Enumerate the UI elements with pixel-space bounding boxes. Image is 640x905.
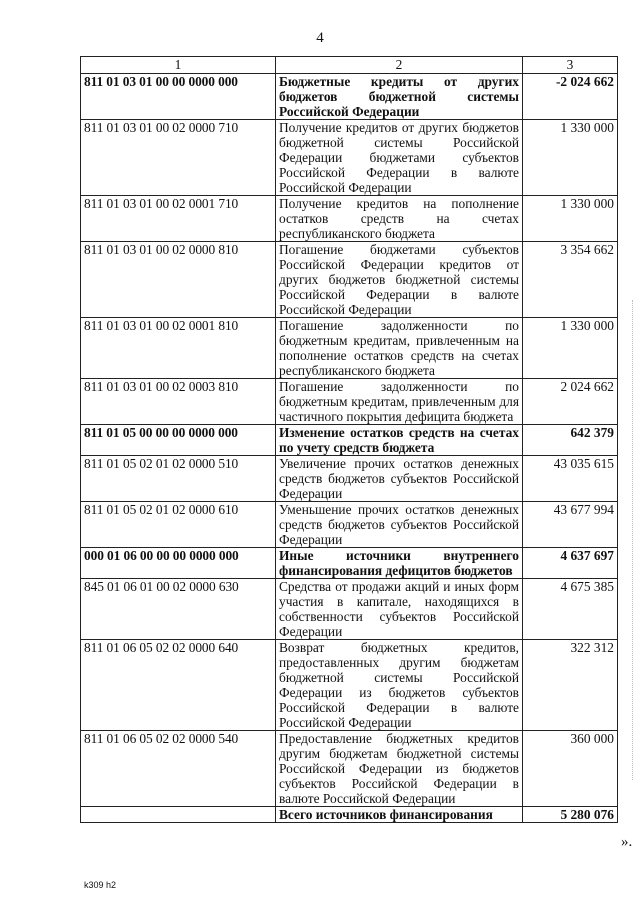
amount-cell: 3 354 662 <box>523 242 618 318</box>
amount-cell: 1 330 000 <box>523 120 618 196</box>
budget-code-cell: 811 01 03 01 00 02 0003 810 <box>81 379 276 425</box>
amount-cell: 1 330 000 <box>523 196 618 242</box>
source-name-cell: Погашение бюджетами субъектов Российской Федерации кредитов от других бюджетов бюджетной системы Российской Федерации в валюте Российской Федерации <box>276 242 523 318</box>
table-row <box>81 579 618 640</box>
table-row <box>81 120 618 196</box>
amount-cell: 1 330 000 <box>523 318 618 379</box>
table-row <box>81 318 618 379</box>
total-row <box>81 807 618 823</box>
table-row <box>81 548 618 579</box>
column-header-1: 1 <box>81 57 276 74</box>
total-code-cell <box>81 807 276 823</box>
source-name-cell: Изменение остатков средств на счетах по учету средств бюджета <box>276 425 523 456</box>
table-row <box>81 379 618 425</box>
amount-cell: 43 035 615 <box>523 456 618 502</box>
source-name-cell: Погашение задолженности по бюджетным кредитам, привлеченным для частичного покрытия дефицита бюджета <box>276 379 523 425</box>
source-name-cell: Получение кредитов на пополнение остатков средств на счетах республиканского бюджета <box>276 196 523 242</box>
column-header-2: 2 <box>276 57 523 74</box>
budget-code-cell: 811 01 03 01 00 02 0001 810 <box>81 318 276 379</box>
budget-code-cell: 000 01 06 00 00 00 0000 000 <box>81 548 276 579</box>
footer-document-code: k309 h2 <box>84 880 117 890</box>
table-row <box>81 242 618 318</box>
closing-quote-mark: ». <box>621 834 633 850</box>
budget-code-cell: 811 01 05 02 01 02 0000 510 <box>81 456 276 502</box>
table-header-row <box>81 57 618 74</box>
total-label-cell: Всего источников финансирования <box>276 807 523 823</box>
budget-code-cell: 811 01 03 01 00 00 0000 000 <box>81 74 276 120</box>
budget-code-cell: 811 01 03 01 00 02 0001 710 <box>81 196 276 242</box>
source-name-cell: Погашение задолженности по бюджетным кредитам, привлеченным на пополнение остатков средств на счетах республиканского бюджета <box>276 318 523 379</box>
table-row <box>81 502 618 548</box>
source-name-cell: Предоставление бюджетных кредитов другим бюджетам бюджетной системы Российской Федерации из бюджетов субъектов Российской Федерации в валюте Российской Федерации <box>276 731 523 807</box>
source-name-cell: Возврат бюджетных кредитов, предоставленных другим бюджетам бюджетной системы Российской Федерации из бюджетов субъектов Российской Федерации в валюте Российской Федерации <box>276 640 523 731</box>
source-name-cell: Средства от продажи акций и иных форм участия в капитале, находящихся в собственности субъектов Российской Федерации <box>276 579 523 640</box>
amount-cell: 4 637 697 <box>523 548 618 579</box>
amount-cell: 4 675 385 <box>523 579 618 640</box>
amount-cell: 322 312 <box>523 640 618 731</box>
budget-code-cell: 811 01 05 02 01 02 0000 610 <box>81 502 276 548</box>
table-body <box>81 74 618 823</box>
amount-cell: 642 379 <box>523 425 618 456</box>
financing-sources-table <box>80 56 618 823</box>
budget-code-cell: 811 01 06 05 02 02 0000 540 <box>81 731 276 807</box>
table-row <box>81 74 618 120</box>
page-number: 4 <box>316 30 324 46</box>
table-row <box>81 731 618 807</box>
source-name-cell: Бюджетные кредиты от других бюджетов бюджетной системы Российской Федерации <box>276 74 523 120</box>
column-header-3: 3 <box>523 57 618 74</box>
budget-code-cell: 845 01 06 01 00 02 0000 630 <box>81 579 276 640</box>
source-name-cell: Иные источники внутреннего финансирования дефицитов бюджетов <box>276 548 523 579</box>
total-amount-cell: 5 280 076 <box>523 807 618 823</box>
budget-code-cell: 811 01 03 01 00 02 0000 710 <box>81 120 276 196</box>
budget-code-cell: 811 01 03 01 00 02 0000 810 <box>81 242 276 318</box>
source-name-cell: Увеличение прочих остатков денежных средств бюджетов субъектов Российской Федерации <box>276 456 523 502</box>
source-name-cell: Уменьшение прочих остатков денежных средств бюджетов субъектов Российской Федерации <box>276 502 523 548</box>
source-name-cell: Получение кредитов от других бюджетов бюджетной системы Российской Федерации бюджетами субъектов Российской Федерации в валюте Российской Федерации <box>276 120 523 196</box>
table-row <box>81 456 618 502</box>
budget-code-cell: 811 01 06 05 02 02 0000 640 <box>81 640 276 731</box>
table-row <box>81 640 618 731</box>
amount-cell: 43 677 994 <box>523 502 618 548</box>
table-row <box>81 425 618 456</box>
amount-cell: 360 000 <box>523 731 618 807</box>
scan-edge-marks <box>632 300 635 780</box>
amount-cell: 2 024 662 <box>523 379 618 425</box>
table-row <box>81 196 618 242</box>
budget-code-cell: 811 01 05 00 00 00 0000 000 <box>81 425 276 456</box>
amount-cell: -2 024 662 <box>523 74 618 120</box>
